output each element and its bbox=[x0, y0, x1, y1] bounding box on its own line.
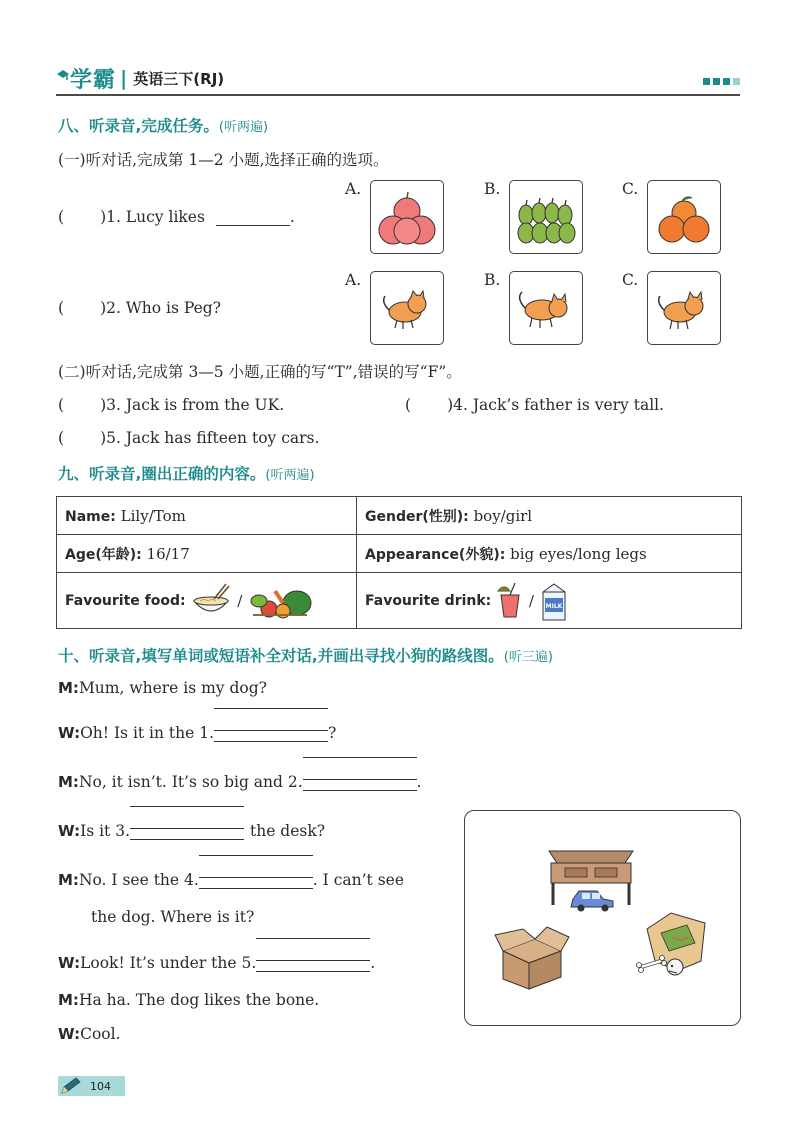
food-cell: Favourite food: / bbox=[57, 573, 357, 629]
logo-text: 学霸 bbox=[70, 67, 117, 93]
pencil-icon bbox=[60, 1077, 82, 1095]
cat-icon bbox=[510, 272, 582, 344]
blank-4[interactable] bbox=[199, 867, 313, 889]
apples-icon bbox=[371, 181, 443, 253]
appearance-options[interactable]: big eyes/long legs bbox=[510, 544, 647, 563]
page-number: 104 bbox=[90, 1079, 111, 1093]
dialogue-line-3: M:No, it isn’t. It’s so big and 2. . bbox=[58, 769, 422, 791]
q2-option-c-cat[interactable] bbox=[647, 271, 721, 345]
milk-label: MILK bbox=[545, 602, 563, 610]
section8-part2-instruction: (二)听对话,完成第 3—5 小题,正确的写“T”,错误的写“F”。 bbox=[58, 363, 462, 381]
milk-carton-icon[interactable] bbox=[539, 580, 569, 622]
q2-option-c-label: C. bbox=[622, 271, 639, 289]
box-icon bbox=[495, 927, 569, 989]
gender-cell: Gender(性别): boy/girl bbox=[357, 497, 742, 535]
route-drawing-area[interactable] bbox=[464, 810, 741, 1026]
toy-car-icon bbox=[571, 891, 613, 912]
question-4: ( )4. Jack’s father is very tall. bbox=[405, 396, 665, 414]
watermelon-juice-icon[interactable] bbox=[496, 581, 524, 621]
vegetables-icon[interactable] bbox=[247, 581, 313, 621]
blank-5[interactable] bbox=[256, 950, 370, 972]
bone-icon bbox=[637, 956, 667, 973]
map-with-dog-icon bbox=[647, 913, 705, 975]
oranges-icon bbox=[648, 181, 720, 253]
question-3: ( )3. Jack is from the UK. bbox=[58, 396, 285, 414]
section8-part1-instruction: (一)听对话,完成第 1—2 小题,选择正确的选项。 bbox=[58, 151, 389, 169]
name-options[interactable]: Lily/Tom bbox=[120, 506, 186, 525]
question-2: ( )2. Who is Peg? bbox=[58, 299, 221, 317]
cat-icon bbox=[371, 272, 443, 344]
q1-blank[interactable] bbox=[216, 225, 290, 226]
dialogue-line-9: W:Cool. bbox=[58, 1025, 121, 1043]
question-1: ( )1. Lucy likes . bbox=[58, 208, 295, 226]
page-footer bbox=[58, 1076, 125, 1096]
dialogue-line-4: W:Is it 3. the desk? bbox=[58, 818, 325, 840]
appearance-cell: Appearance(外貌): big eyes/long legs bbox=[357, 535, 742, 573]
header-subtitle: 英语三下(RJ) bbox=[133, 69, 225, 88]
drink-slash: / bbox=[528, 591, 534, 610]
dialogue-line-5: M:No. I see the 4. . I can’t see bbox=[58, 867, 404, 889]
q2-option-b-label: B. bbox=[484, 271, 501, 289]
q1-option-b-pears[interactable] bbox=[509, 180, 583, 254]
q2-option-b-cat[interactable] bbox=[509, 271, 583, 345]
dialogue-line-2: W:Oh! Is it in the 1. ? bbox=[58, 720, 336, 742]
q2-option-a-label: A. bbox=[345, 271, 362, 289]
q2-option-a-cat[interactable] bbox=[370, 271, 444, 345]
noodles-bowl-icon[interactable] bbox=[190, 581, 232, 621]
cat-icon bbox=[648, 272, 720, 344]
dialogue-line-8: M:Ha ha. The dog likes the bone. bbox=[58, 991, 320, 1009]
graduation-cap-icon bbox=[56, 68, 70, 88]
logo-divider: | bbox=[120, 66, 128, 90]
blank-1[interactable] bbox=[214, 720, 328, 742]
dialogue-line-6: the dog. Where is it? bbox=[91, 908, 255, 926]
section8-title: 八、听录音,完成任务。(听两遍) bbox=[58, 117, 269, 135]
food-slash: / bbox=[237, 591, 243, 610]
section9-title: 九、听录音,圈出正确的内容。(听两遍) bbox=[58, 465, 315, 483]
table-row bbox=[57, 535, 742, 573]
dialogue-line-1: M:Mum, where is my dog? bbox=[58, 679, 267, 697]
room-illustration bbox=[465, 811, 739, 1024]
info-table bbox=[56, 496, 742, 629]
drink-cell: Favourite drink: / MILK bbox=[357, 573, 742, 629]
q1-option-c-label: C. bbox=[622, 180, 639, 198]
question-5: ( )5. Jack has fifteen toy cars. bbox=[58, 429, 320, 447]
pears-icon bbox=[510, 181, 582, 253]
age-options[interactable]: 16/17 bbox=[146, 544, 190, 563]
q1-option-b-label: B. bbox=[484, 180, 501, 198]
header-decoration bbox=[703, 78, 740, 85]
q1-option-c-oranges[interactable] bbox=[647, 180, 721, 254]
header-divider bbox=[56, 94, 740, 96]
table-row bbox=[57, 497, 742, 535]
name-cell: Name: Lily/Tom bbox=[57, 497, 357, 535]
section10-title: 十、听录音,填写单词或短语补全对话,并画出寻找小狗的路线图。(听三遍) bbox=[58, 647, 553, 665]
q1-option-a-apples[interactable] bbox=[370, 180, 444, 254]
dialogue-line-7: W:Look! It’s under the 5. . bbox=[58, 950, 375, 972]
age-cell: Age(年龄): 16/17 bbox=[57, 535, 357, 573]
gender-options[interactable]: boy/girl bbox=[473, 506, 533, 525]
header-logo bbox=[56, 62, 224, 94]
q1-option-a-label: A. bbox=[345, 180, 362, 198]
blank-2[interactable] bbox=[303, 769, 417, 791]
blank-3[interactable] bbox=[130, 818, 244, 840]
table-row bbox=[57, 573, 742, 629]
